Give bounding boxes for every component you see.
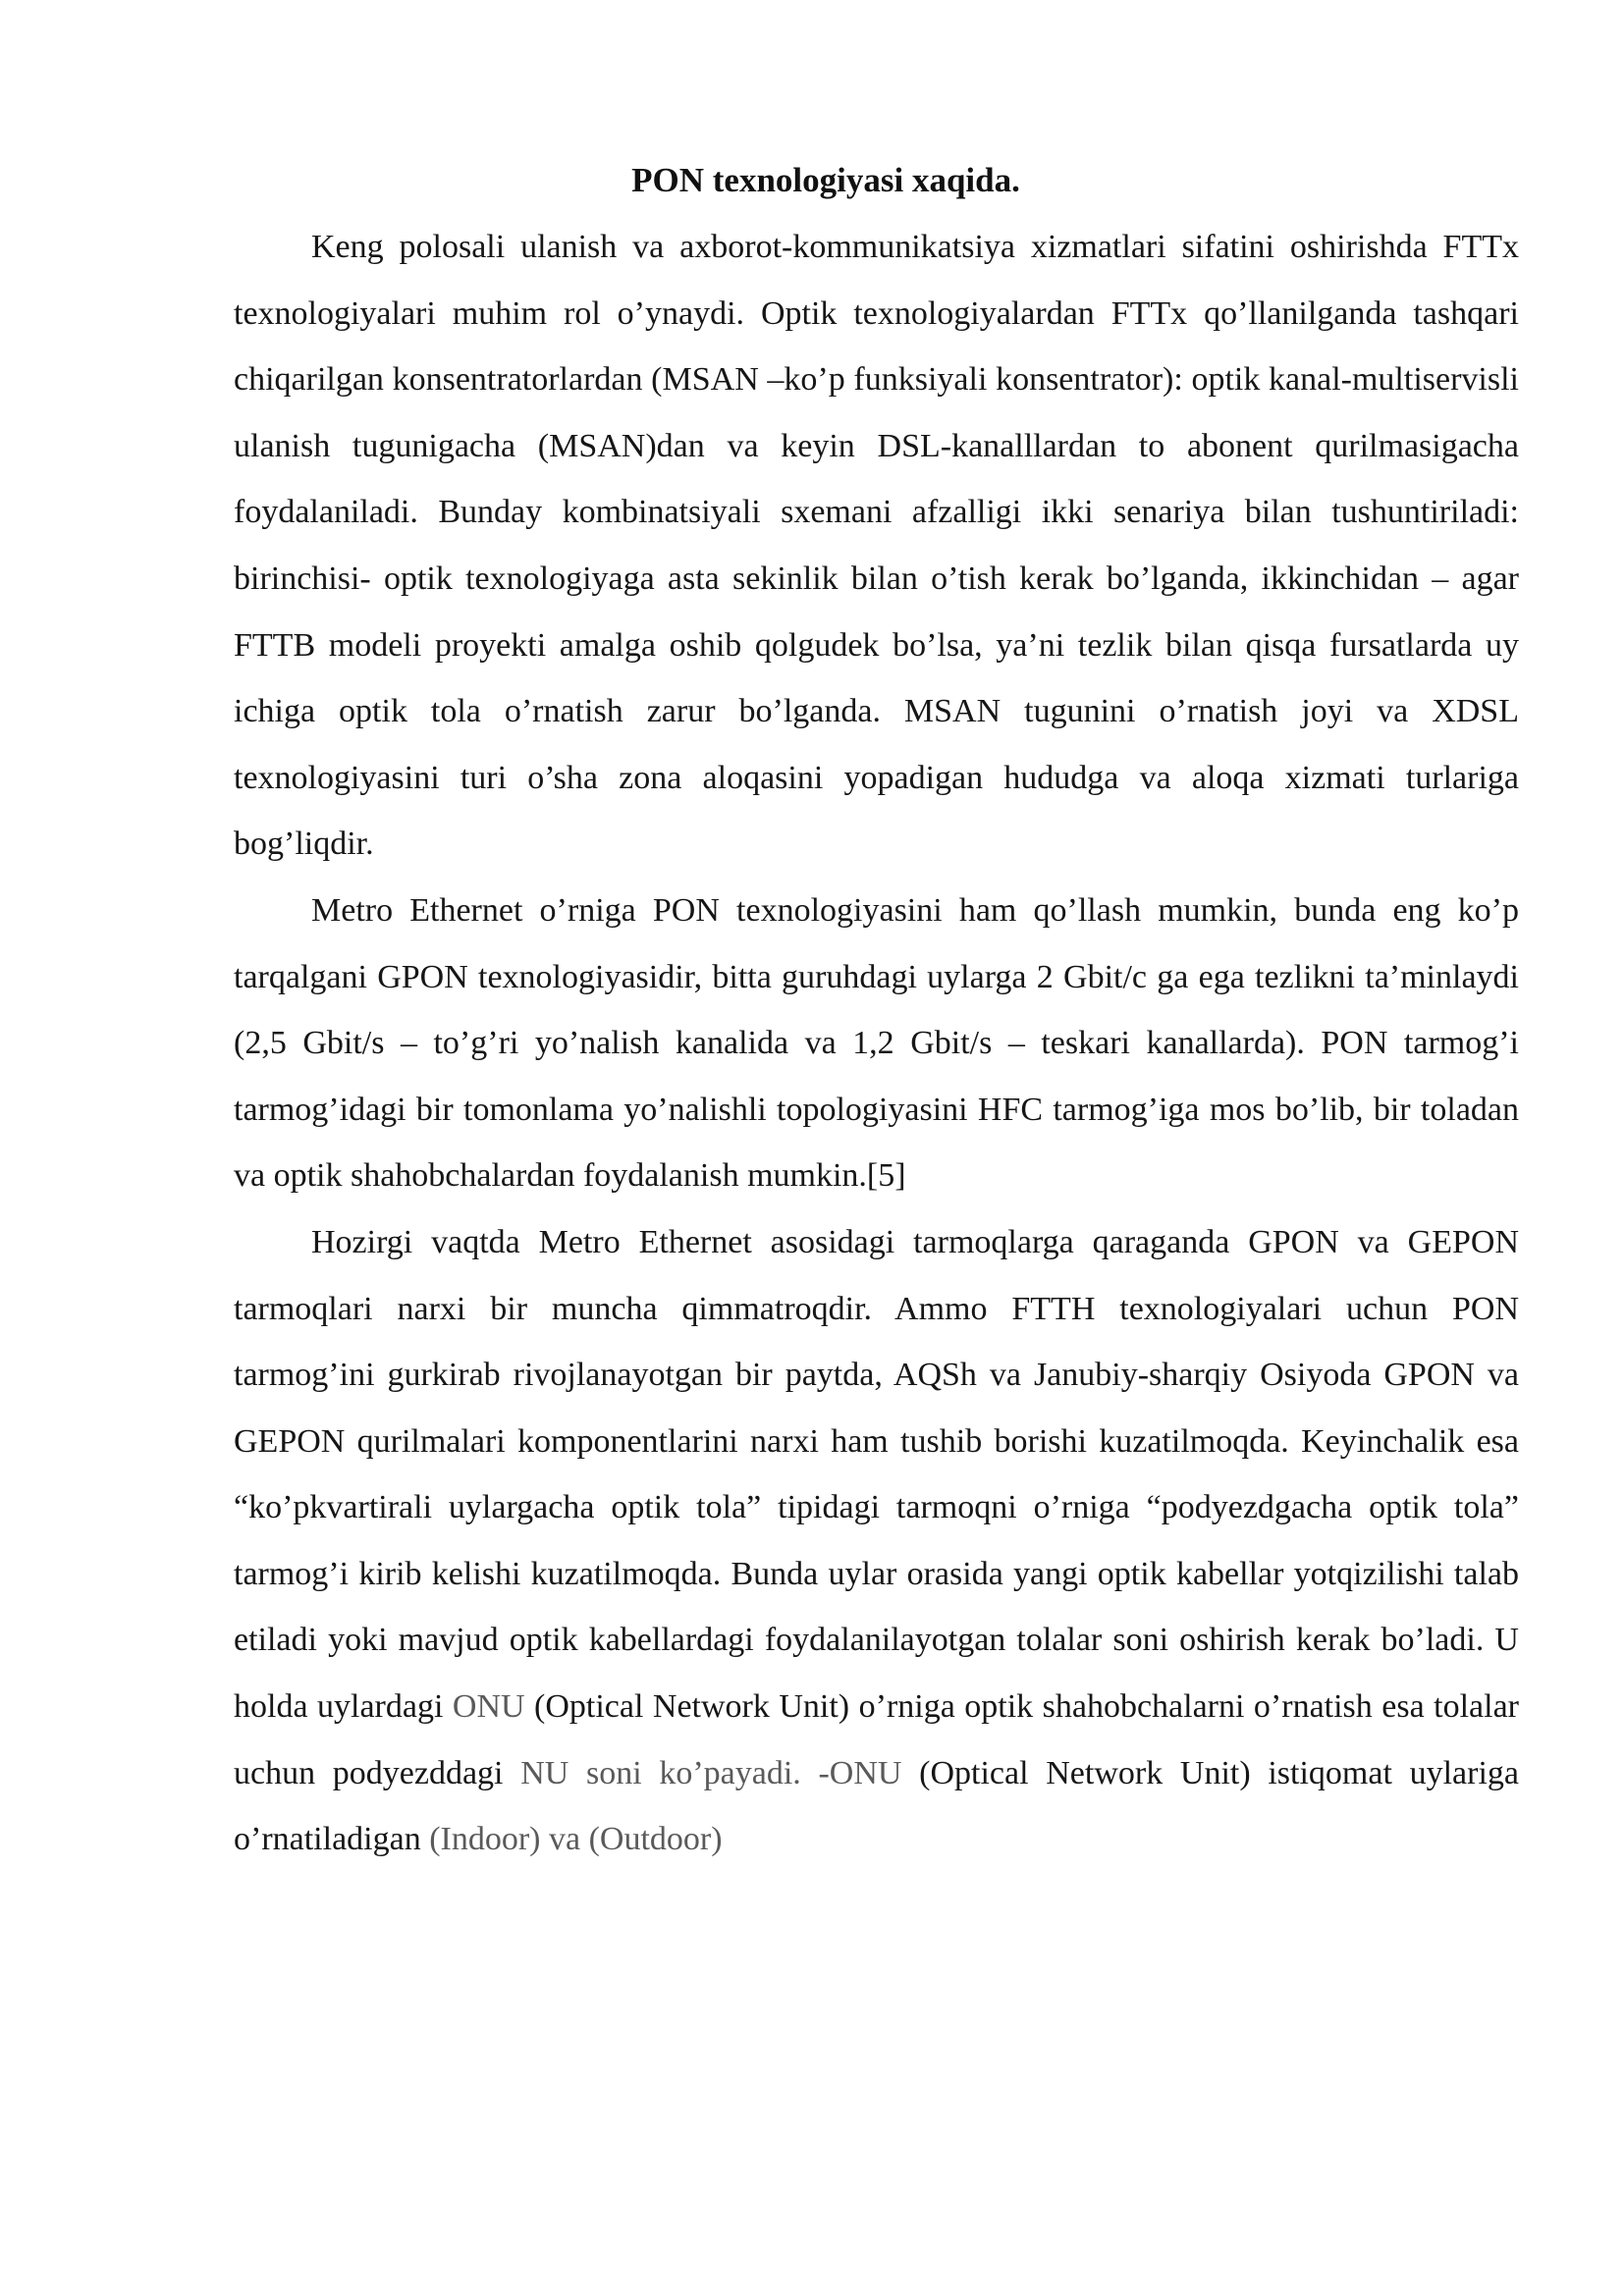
nu-increase-phrase: NU soni ko’payadi. -ONU xyxy=(520,1754,902,1791)
indoor-outdoor-terms: (Indoor) va (Outdoor) xyxy=(429,1821,723,1858)
paragraph-1: Keng polosali ulanish va axborot-kommunikatsiya xizmatlari sifatini oshirishda FTTx texnologiyalari muhim rol o’ynaydi. Optik texnologiyalardan FTTx qo’llanilganda tashqari chiqarilgan konsentratorlardan (MSAN –ko’p funksiyali konsentrator): optik kanal-multiservisli ulanish tugunigacha (MSAN)dan va keyin DSL-kanalllardan to abonent qurilmasigacha foydalaniladi. Bunday kombinatsiyali sxemani afzalligi ikki senariya bilan tushuntiriladi: birinchisi- optik texnologiyaga asta sekinlik bilan o’tish kerak bo’lganda, ikkinchidan – agar FTTB modeli proyekti amalga oshib qolgudek bo’lsa, ya’ni tezlik bilan qisqa fursatlarda uy ichiga optik tola o’rnatish zarur bo’lganda. MSAN tugunini o’rnatish joyi va XDSL texnologiyasini turi o’sha zona aloqasini yopadigan hududga va aloqa xizmati turlariga bog’liqdir. xyxy=(234,229,1519,863)
paragraph-3-text-a: Hozirgi vaqtda Metro Ethernet asosidagi tarmoqlarga qaraganda GPON va GEPON tarmoqlari narxi bir muncha qimmatroqdir. Ammo FTTH texnologiyalari uchun PON tarmog’ini gurkirab rivojlanayotgan bir paytda, AQSh va Janubiy-sharqiy Osiyoda GPON va GEPON qurilmalari komponentlarini narxi ham tushib borishi kuzatilmoqda. Keyinchalik esa “ko’pkvartirali uylargacha optik tola” tipidagi tarmoqni o’rniga “podyezdgacha optik tola” tarmog’i kirib kelishi kuzatilmoqda. Bunda uylar orasida yangi optik kabellar yotqizilishi talab etiladi yoki mavjud optik kabellardagi foydalanilayotgan tolalar soni oshirish kerak bo’ladi. U holda uylardagi xyxy=(234,1223,1519,1726)
document-body xyxy=(234,214,1519,1873)
document-title: PON texnologiyasi xaqida. xyxy=(631,161,1020,199)
onu-term: ONU xyxy=(452,1688,525,1726)
paragraph-3 xyxy=(234,1209,1519,1873)
paragraph-3-text-c: (Optical Network Unit) istiqomat uylariga o’rnatiladigan xyxy=(234,1754,1519,1858)
paragraph-2: Metro Ethernet o’rniga PON texnologiyasini ham qo’llash mumkin, bunda eng ko’p tarqalgani GPON texnologiyasidir, bitta guruhdagi uylarga 2 Gbit/c ga ega tezlikni ta’minlaydi (2,5 Gbit/s – to’g’ri yo’nalish kanalida va 1,2 Gbit/s – teskari kanallarda). PON tarmog’i tarmog’idagi bir tomonlama yo’nalishli topologiyasini HFC tarmog’iga mos bo’lib, bir toladan va optik shahobchalardan foydalanish mumkin.[5] xyxy=(234,891,1519,1195)
paragraph-3-text-b: (Optical Network Unit) o’rniga optik shahobchalarni o’rnatish esa tolalar uchun podyezddagi xyxy=(234,1688,1519,1791)
